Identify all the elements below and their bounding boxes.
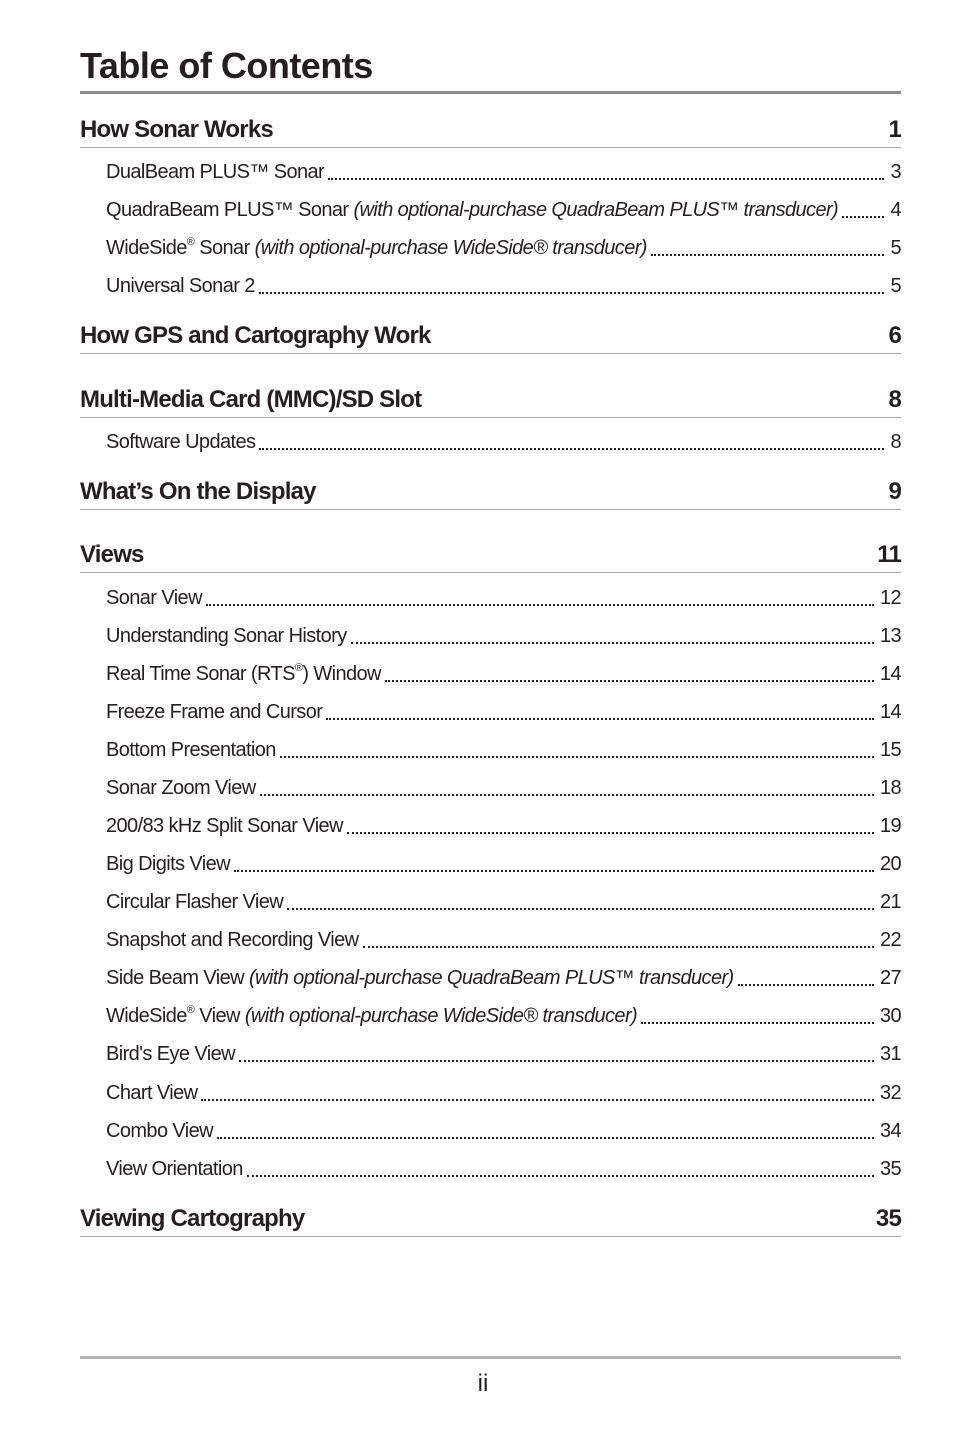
dot-leader [239, 1060, 874, 1062]
section-title: How Sonar Works [80, 116, 273, 143]
dot-leader [842, 216, 884, 218]
toc-entry[interactable] [106, 1002, 901, 1032]
toc-entry[interactable] [106, 1079, 901, 1109]
entry-label: QuadraBeam PLUS™ Sonar [106, 199, 349, 221]
entry-page-number: 12 [879, 587, 901, 609]
section-title: What’s On the Display [80, 478, 316, 505]
entry-label: WideSide® View [106, 1004, 240, 1027]
entry-page-number: 30 [879, 1005, 901, 1027]
dot-leader [328, 178, 884, 180]
entry-page-number: 22 [879, 929, 901, 951]
entry-label: Bird's Eye View [106, 1043, 235, 1065]
entry-page-number: 13 [879, 625, 901, 647]
dot-leader [201, 1099, 874, 1101]
section-title: Multi-Media Card (MMC)/SD Slot [80, 386, 422, 413]
page-title: Table of Contents [80, 45, 373, 86]
entry-page-number: 20 [879, 853, 901, 875]
section-title: Views [80, 541, 144, 568]
toc-entry[interactable] [106, 736, 901, 766]
entry-label: Big Digits View [106, 853, 231, 875]
dot-leader [651, 254, 885, 256]
entry-note: (with optional-purchase QuadraBeam PLUS™ transducer) [248, 967, 734, 989]
title-rule [80, 91, 901, 94]
section-page-number: 1 [888, 116, 901, 143]
section-title: Viewing Cartography [80, 1205, 305, 1232]
entry-label: Universal Sonar 2 [106, 275, 255, 297]
toc-entry[interactable] [106, 1155, 901, 1185]
entry-page-number: 3 [890, 161, 901, 183]
page-number: ii [477, 1370, 489, 1397]
entry-page-number: 19 [879, 815, 901, 837]
entry-label: WideSide® Sonar [106, 236, 250, 259]
section-page-number: 11 [877, 541, 901, 568]
entry-page-number: 35 [879, 1158, 901, 1180]
section-page-number: 8 [888, 386, 901, 413]
footer-rule [80, 1356, 901, 1359]
section-page-number: 35 [875, 1205, 901, 1232]
dot-leader [363, 946, 874, 948]
dot-leader [280, 756, 874, 758]
entry-page-number: 4 [890, 199, 901, 221]
toc-entry[interactable] [106, 812, 901, 842]
toc-entry[interactable] [106, 1117, 901, 1147]
toc-entry[interactable] [106, 660, 901, 690]
dot-leader [247, 1175, 874, 1177]
entry-label: Sonar Zoom View [106, 777, 256, 799]
dot-leader [206, 604, 874, 606]
toc-section-heading[interactable] [80, 318, 901, 354]
toc-section-heading[interactable] [80, 112, 901, 148]
entry-label: Combo View [106, 1120, 214, 1142]
dot-leader [347, 832, 874, 834]
dot-leader [259, 292, 885, 294]
toc-entry[interactable] [106, 774, 901, 804]
dot-leader [259, 448, 884, 450]
entry-label: Side Beam View [106, 967, 244, 989]
entry-label: Understanding Sonar History [106, 625, 347, 647]
entry-page-number: 27 [879, 967, 901, 989]
entry-label: DualBeam PLUS™ Sonar [106, 161, 325, 183]
entry-page-number: 18 [879, 777, 901, 799]
toc-entry[interactable] [106, 234, 901, 264]
toc-section-heading[interactable] [80, 382, 901, 418]
toc-entry[interactable] [106, 964, 901, 994]
entry-page-number: 31 [879, 1043, 901, 1065]
toc-entry[interactable] [106, 196, 901, 226]
section-page-number: 6 [888, 322, 901, 349]
toc-entry[interactable] [106, 584, 901, 614]
dot-leader [260, 794, 874, 796]
dot-leader [738, 984, 874, 986]
entry-label: 200/83 kHz Split Sonar View [106, 815, 343, 837]
toc-section-heading[interactable] [80, 537, 901, 573]
entry-page-number: 15 [879, 739, 901, 761]
entry-note: (with optional-purchase WideSide® transducer) [244, 1005, 638, 1027]
dot-leader [641, 1022, 874, 1024]
entry-page-number: 8 [890, 431, 901, 453]
toc-section-heading[interactable] [80, 474, 901, 510]
dot-leader [234, 870, 874, 872]
entry-label: Real Time Sonar (RTS®) Window [106, 662, 381, 685]
toc-entry[interactable] [106, 428, 901, 458]
dot-leader [287, 908, 874, 910]
entry-page-number: 14 [879, 663, 901, 685]
toc-entry[interactable] [106, 158, 901, 188]
entry-label: Sonar View [106, 587, 202, 609]
dot-leader [326, 718, 874, 720]
toc-entry[interactable] [106, 272, 901, 302]
dot-leader [385, 680, 874, 682]
entry-page-number: 21 [879, 891, 901, 913]
registered-mark: ® [186, 1004, 195, 1017]
toc-entry[interactable] [106, 622, 901, 652]
toc-entry[interactable] [106, 1040, 901, 1070]
registered-mark: ® [186, 236, 195, 249]
dot-leader [351, 642, 874, 644]
toc-entry[interactable] [106, 850, 901, 880]
entry-label: Circular Flasher View [106, 891, 284, 913]
entry-page-number: 14 [879, 701, 901, 723]
entry-label: Snapshot and Recording View [106, 929, 359, 951]
entry-note: (with optional-purchase QuadraBeam PLUS™ transducer) [353, 199, 839, 221]
dot-leader [217, 1137, 874, 1139]
entry-note: (with optional-purchase WideSide® transducer) [254, 237, 647, 259]
entry-page-number: 5 [890, 275, 901, 297]
registered-mark: ® [294, 662, 303, 675]
entry-page-number: 32 [879, 1082, 901, 1104]
entry-page-number: 5 [890, 237, 901, 259]
section-page-number: 9 [888, 478, 901, 505]
entry-label: View Orientation [106, 1158, 243, 1180]
section-title: How GPS and Cartography Work [80, 322, 431, 349]
entry-label: Chart View [106, 1082, 198, 1104]
toc-entry[interactable] [106, 926, 901, 956]
entry-label: Software Updates [106, 431, 256, 453]
entry-page-number: 34 [879, 1120, 901, 1142]
entry-label: Bottom Presentation [106, 739, 276, 761]
toc-section-heading[interactable] [80, 1201, 901, 1237]
toc-entry[interactable] [106, 888, 901, 918]
entry-label: Freeze Frame and Cursor [106, 701, 323, 723]
toc-entry[interactable] [106, 698, 901, 728]
